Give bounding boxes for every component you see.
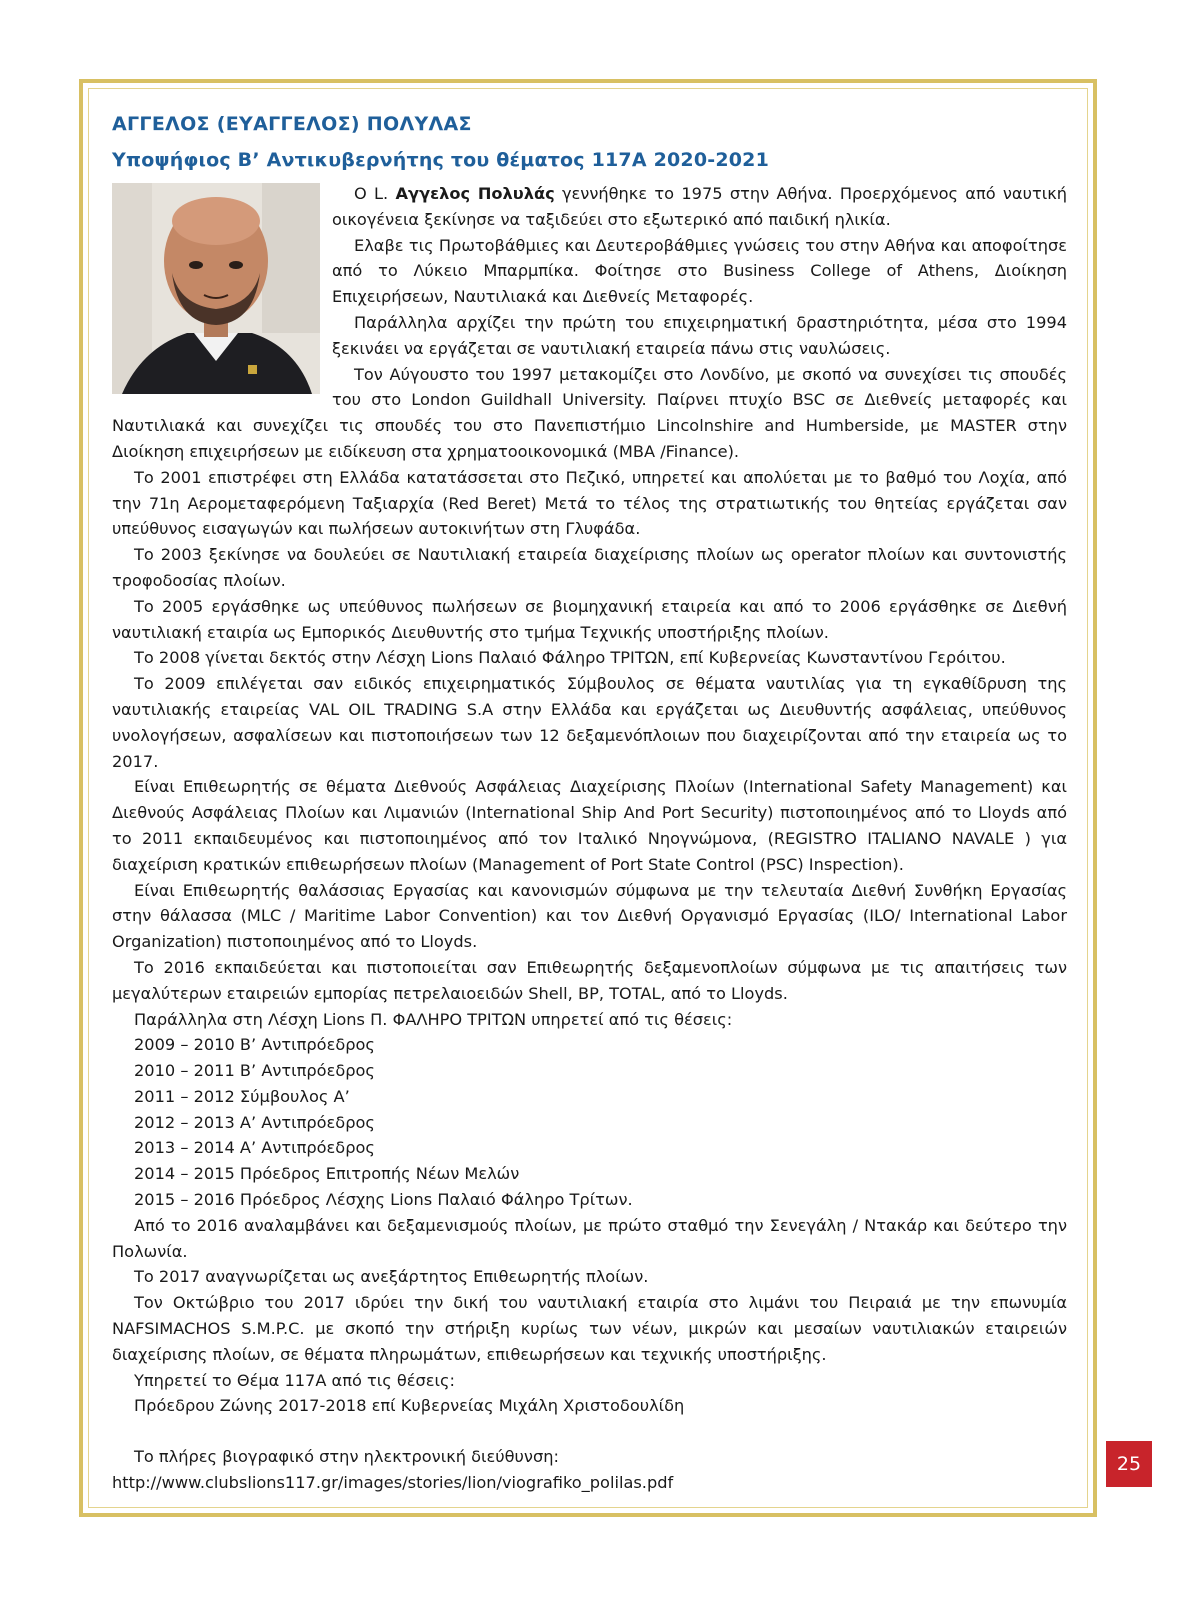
- bio-paragraph: Τον Αύγουστο του 1997 μετακομίζει στο Λονδίνο, με σκοπό να συνεχίσει τις σπουδές του στο London Guildhall University. Παίρνει πτυχίο BSC σε Διεθνείς μεταφορές και Ναυτιλιακά και συνεχίζει τις σπουδές του στο Πανεπιστήμιο Lincolnshire and Humberside, με MASTER στην Διοίκηση επιχειρήσεων με ειδίκευση στα χρηματοοικονομικά (MBA /Finance).: [112, 364, 1067, 461]
- bio-paragraph: Το 2009 επιλέγεται σαν ειδικός επιχειρηματικός Σύμβουλος σε θέματα ναυτιλίας για τη εγκαθίδρυση της ναυτιλιακής εταιρείας VAL OIL TRADING S.A στην Ελλάδα και εργάζεται ως Διευθυντής ασφάλειας, υπεύθυνος υνολογήσεων, ασφαλίσεων και πιστοποιήσεων των 12 δεξαμενόπλοιων που διαχειρίζονται από την εταιρεία ως το 2017.: [112, 674, 1067, 771]
- spacer: [112, 1419, 1067, 1444]
- biography-body: [112, 181, 1067, 1496]
- intro-bold-name: Αγγελος Πολυλάς: [395, 184, 555, 203]
- bio-paragraph: Το 2017 αναγνωρίζεται ως ανεξάρτητος Επιθεωρητής πλοίων.: [134, 1267, 649, 1287]
- bio-paragraph: Το 2001 επιστρέφει στη Ελλάδα κατατάσσεται στο Πεζικό, υπηρετεί και απολύεται με το βαθμό του Λοχία, από την 71η Αερομεταφερόμενη Ταξιαρχία (Red Beret) Μετά το τέλος της στρατιωτικής του θητείας εργάζεται σαν υπεύθυνος εισαγωγών και πωλήσεων αυτοκινήτων στη Γλυφάδα.: [112, 467, 1067, 539]
- position-item: 2015 – 2016 Πρόεδρος Λέσχης Lions Παλαιό Φάληρο Τρίτων.: [134, 1190, 633, 1210]
- intro-prefix: Ο L.: [354, 184, 396, 203]
- bio-paragraph: Το 2003 ξεκίνησε να δουλεύει σε Ναυτιλιακή εταιρεία διαχείρισης πλοίων ως operator πλοίων και συντονιστής τροφοδοσίας πλοίων.: [112, 545, 1067, 590]
- position-item: 2009 – 2010 Β’ Αντιπρόεδρος: [134, 1035, 375, 1055]
- position-item: 2011 – 2012 Σύμβουλος Α’: [134, 1086, 350, 1106]
- page-number-badge: 25: [1106, 1441, 1152, 1487]
- position-item: 2014 – 2015 Πρόεδρος Επιτροπής Νέων Μελών: [134, 1164, 520, 1184]
- candidacy-title: Υποψήφιος Β’ Αντικυβερνήτης του θέματος 117Α 2020-2021: [112, 149, 770, 171]
- bio-paragraph: Είναι Επιθεωρητής θαλάσσιας Εργασίας και κανονισμών σύμφωνα με την τελευταία Διεθνή Συνθήκη Εργασίας στην θάλασσα (MLC / Maritime Labor Convention) και τον Διεθνή Οργανισμό Εργασίας (ILO/ International Labor Organization) πιστοποιημένος από το Lloyds.: [112, 880, 1067, 952]
- bio-paragraph: Τον Οκτώβριο του 2017 ιδρύει την δική του ναυτιλιακή εταιρία στο λιμάνι του Πειραιά με την επωνυμία NAFSIMACHOS S.M.P.C. με σκοπό την στήριξη κυρίως των νέων, μικρών και μεσαίων ναυτιλιακών εταιρειών διαχείρισης πλοίων, σε θέματα πληρωμάτων, επιθεωρήσεων και τεχνικής υποστήριξης.: [112, 1293, 1067, 1364]
- bio-paragraph: Είναι Επιθεωρητής σε θέματα Διεθνούς Ασφάλειας Διαχείρισης Πλοίων (International Safety Management) και Διεθνούς Ασφάλειας Πλοίων και Λιμανιών (International Ship And Port Security) πιστοποιημένος από το Lloyds από το 2011 εκπαιδευμένος και πιστοποιημένος από τον Ιταλικό Νηογνώμονα, (REGISTRO ITALIANO NAVALE ) για διαχείριση κρατικών επιθεωρήσεων πλοίων (Management of Port State Control (PSC) Inspection).: [112, 777, 1067, 874]
- cv-link[interactable]: http://www.clubslions117.gr/images/stories/lion/viografiko_polilas.pdf: [112, 1473, 674, 1493]
- person-name: ΑΓΓΕΛΟΣ (ΕΥΑΓΓΕΛΟΣ) ΠΟΛΥΛΑΣ: [112, 113, 472, 135]
- bio-paragraph: Το 2005 εργάσθηκε ως υπεύθυνος πωλήσεων σε βιομηχανική εταιρεία και από το 2006 εργάσθηκε σε Διεθνή ναυτιλιακή εταιρία ως Εμπορικός Διευθυντής στο τμήμα Τεχνικής υποστήριξης πλοίων.: [112, 596, 1067, 642]
- bio-paragraph: Ελαβε τις Πρωτοβάθμιες και Δευτεροβάθμιες γνώσεις του στην Αθήνα και αποφοίτησε από το Λύκειο Μπαρμπίκα. Φοίτησε στο Business College of Athens, Διοίκηση Επιχειρήσεων, Ναυτιλιακά και Διεθνείς Μεταφορές.: [332, 235, 1067, 307]
- bio-paragraph: Παράλληλα στη Λέσχη Lions Π. ΦΑΛΗΡΟ ΤΡΙΤΩΝ υπηρετεί από τις θέσεις:: [134, 1009, 733, 1029]
- bio-paragraph: Πρόεδρου Ζώνης 2017-2018 επί Κυβερνείας Μιχάλη Χριστοδουλίδη: [134, 1396, 685, 1416]
- intro-rest: γεννήθηκε το 1975 στην Αθήνα. Προερχόμενος από ναυτική οικογένεια ξεκίνησε να ταξιδεύει στο εξωτερικό από παιδική ηλικία.: [332, 184, 1067, 229]
- position-item: 2012 – 2013 Α’ Αντιπρόεδρος: [134, 1112, 375, 1132]
- bio-paragraph: Υπηρετεί το Θέμα 117Α από τις θέσεις:: [134, 1370, 455, 1390]
- bio-paragraph: Το 2008 γίνεται δεκτός στην Λέσχη Lions Παλαιό Φάληρο ΤΡΙΤΩΝ, επί Κυβερνείας Κωνσταντίνου Γερόιτου.: [134, 648, 1006, 668]
- position-item: 2010 – 2011 Β’ Αντιπρόεδρος: [134, 1061, 375, 1081]
- cv-label: Το πλήρες βιογραφικό στην ηλεκτρονική διεύθυνση:: [134, 1447, 559, 1467]
- portrait-photo: [112, 183, 320, 394]
- article: [112, 110, 1067, 1496]
- position-item: 2013 – 2014 Α’ Αντιπρόεδρος: [134, 1138, 375, 1158]
- bio-paragraph: Από το 2016 αναλαμβάνει και δεξαμενισμούς πλοίων, με πρώτο σταθμό την Σενεγάλη / Ντακάρ και δεύτερο την Πολωνία.: [112, 1215, 1067, 1261]
- bio-paragraph: Παράλληλα αρχίζει την πρώτη του επιχειρηματική δραστηριότητα, μέσα στο 1994 ξεκινάει να εργάζεται σε ναυτιλιακή εταιρεία πάνω στις ναυλώσεις.: [332, 312, 1067, 358]
- portrait-image: [112, 183, 320, 394]
- bio-paragraph: Το 2016 εκπαιδεύεται και πιστοποιείται σαν Επιθεωρητής δεξαμενοπλοίων σύμφωνα με τις απαιτήσεις των μεγαλύτερων εταιρειών εμπορίας πετρελαιοειδών Shell, BP, TOTAL, από το Lloyds.: [112, 957, 1067, 1003]
